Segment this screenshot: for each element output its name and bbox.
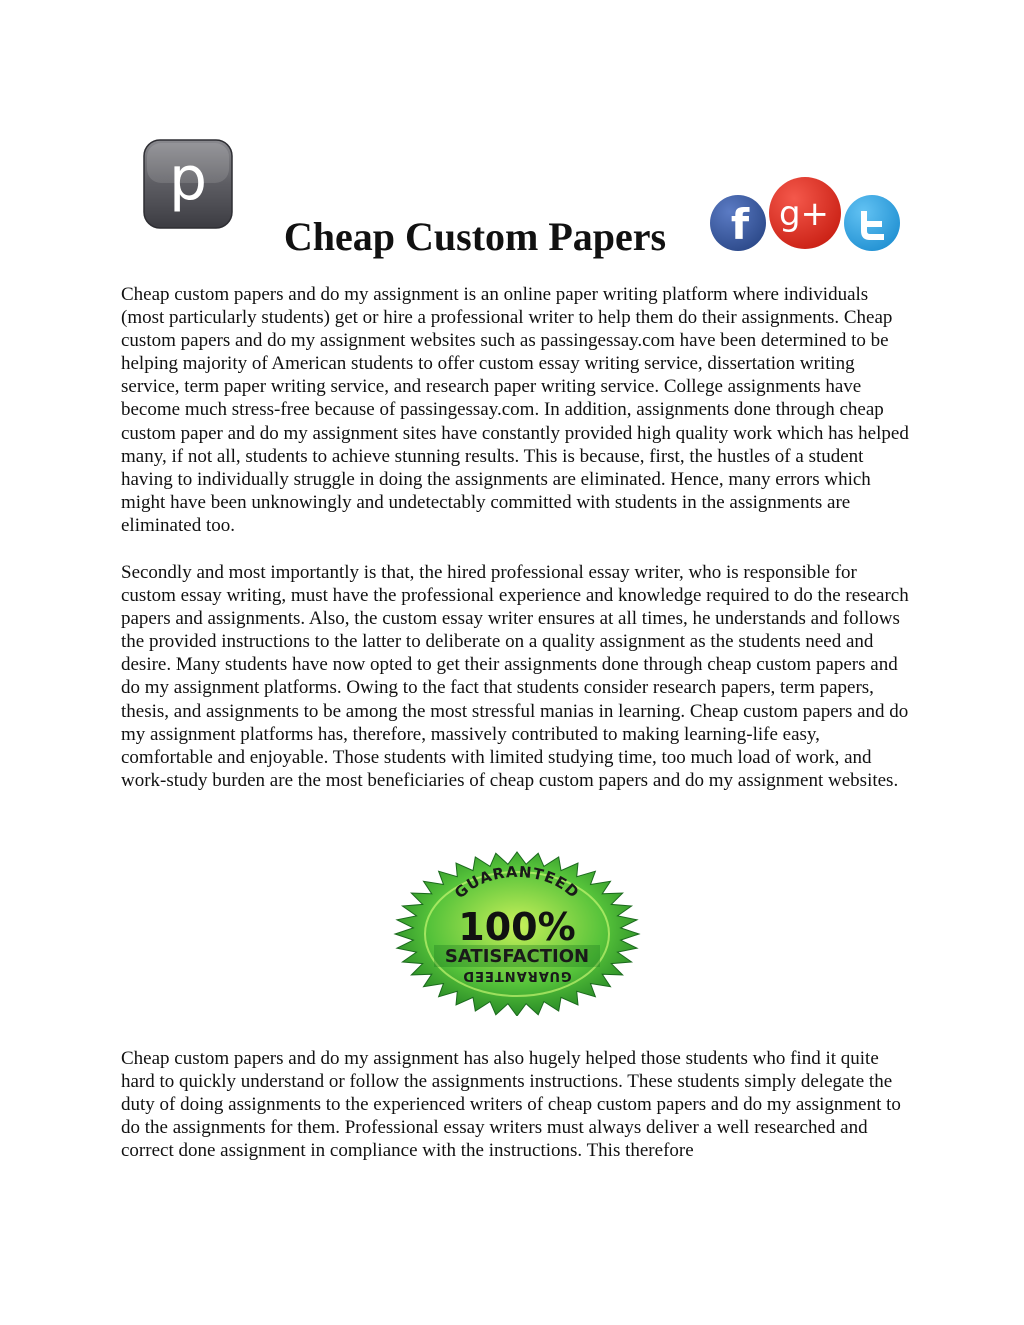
body-paragraph-3: Cheap custom papers and do my assignment has also hugely helped those students who find it quite hard to quickly understand or follow the assignments instructions. These students simply delegate the duty of doing assignments to the experienced writers of cheap custom papers and do my assignment to do the assignments for them. Professional essay writers must always deliver a well researched and correct done assignment in compliance with the instructions. This therefore bbox=[121, 1048, 901, 1162]
body-paragraph-2: Secondly and most importantly is that, the hired professional essay writer, who is responsible for custom essay writing, must have the professional experience and knowledge required to do the research papers and assignments. Also, the custom essay writer ensures at all times, he understands and follows the provided instructions to the latter to deliberate on a quality assignment as the students need and desire. Many students have now opted to get their assignments done through cheap custom papers and do my assignment platforms. Owing to the fact that students consider research papers, term papers, thesis, and assignments to be among the most stressful manias in learning. Cheap custom papers and do my assignment platforms has, therefore, massively contributed to making learning-life easy, comfortable and enjoyable. Those students with limited studying time, too much load of work, and work-study burden are the most beneficiaries of cheap custom papers and do my assignment websites. bbox=[121, 562, 909, 791]
google-plus-icon[interactable] bbox=[769, 177, 841, 249]
svg-text:f: f bbox=[730, 200, 750, 249]
twitter-icon[interactable] bbox=[844, 195, 900, 251]
svg-text:GUARANTEED: GUARANTEED bbox=[451, 862, 583, 903]
svg-text:GUARANTEED: GUARANTEED bbox=[462, 968, 572, 983]
satisfaction-seal-icon bbox=[392, 848, 642, 1016]
svg-text:SATISFACTION: SATISFACTION bbox=[444, 946, 590, 967]
page-title: Cheap Custom Papers bbox=[283, 214, 667, 259]
social-icons bbox=[706, 175, 904, 255]
facebook-icon[interactable] bbox=[710, 195, 766, 251]
svg-text:g+: g+ bbox=[778, 194, 830, 234]
body-paragraph-1: Cheap custom papers and do my assignment is an online paper writing platform where individuals (most particularly students) get or hire a professional writer to help them do their assignments. Cheap custom papers and do my assignment websites such as passingessay.com have been determined to be helping majority of American students to offer custom essay writing service, dissertation writing service, term paper writing service, and research paper writing service. College assignments have become much stress-free because of passingessay.com. In addition, assignments done through cheap custom paper and do my assignment sites have constantly provided high quality work which has helped many, if not all, students to achieve stunning results. This is because, first, the hustles of a student having to individually struggle in doing the assignments are eliminated. Hence, many errors which might have been unknowingly and undetectably committed with students in the assignments are eliminated too. bbox=[121, 284, 909, 536]
svg-text:100%: 100% bbox=[458, 905, 576, 949]
p-logo-letter: p bbox=[168, 144, 208, 214]
p-logo-icon bbox=[141, 137, 235, 231]
